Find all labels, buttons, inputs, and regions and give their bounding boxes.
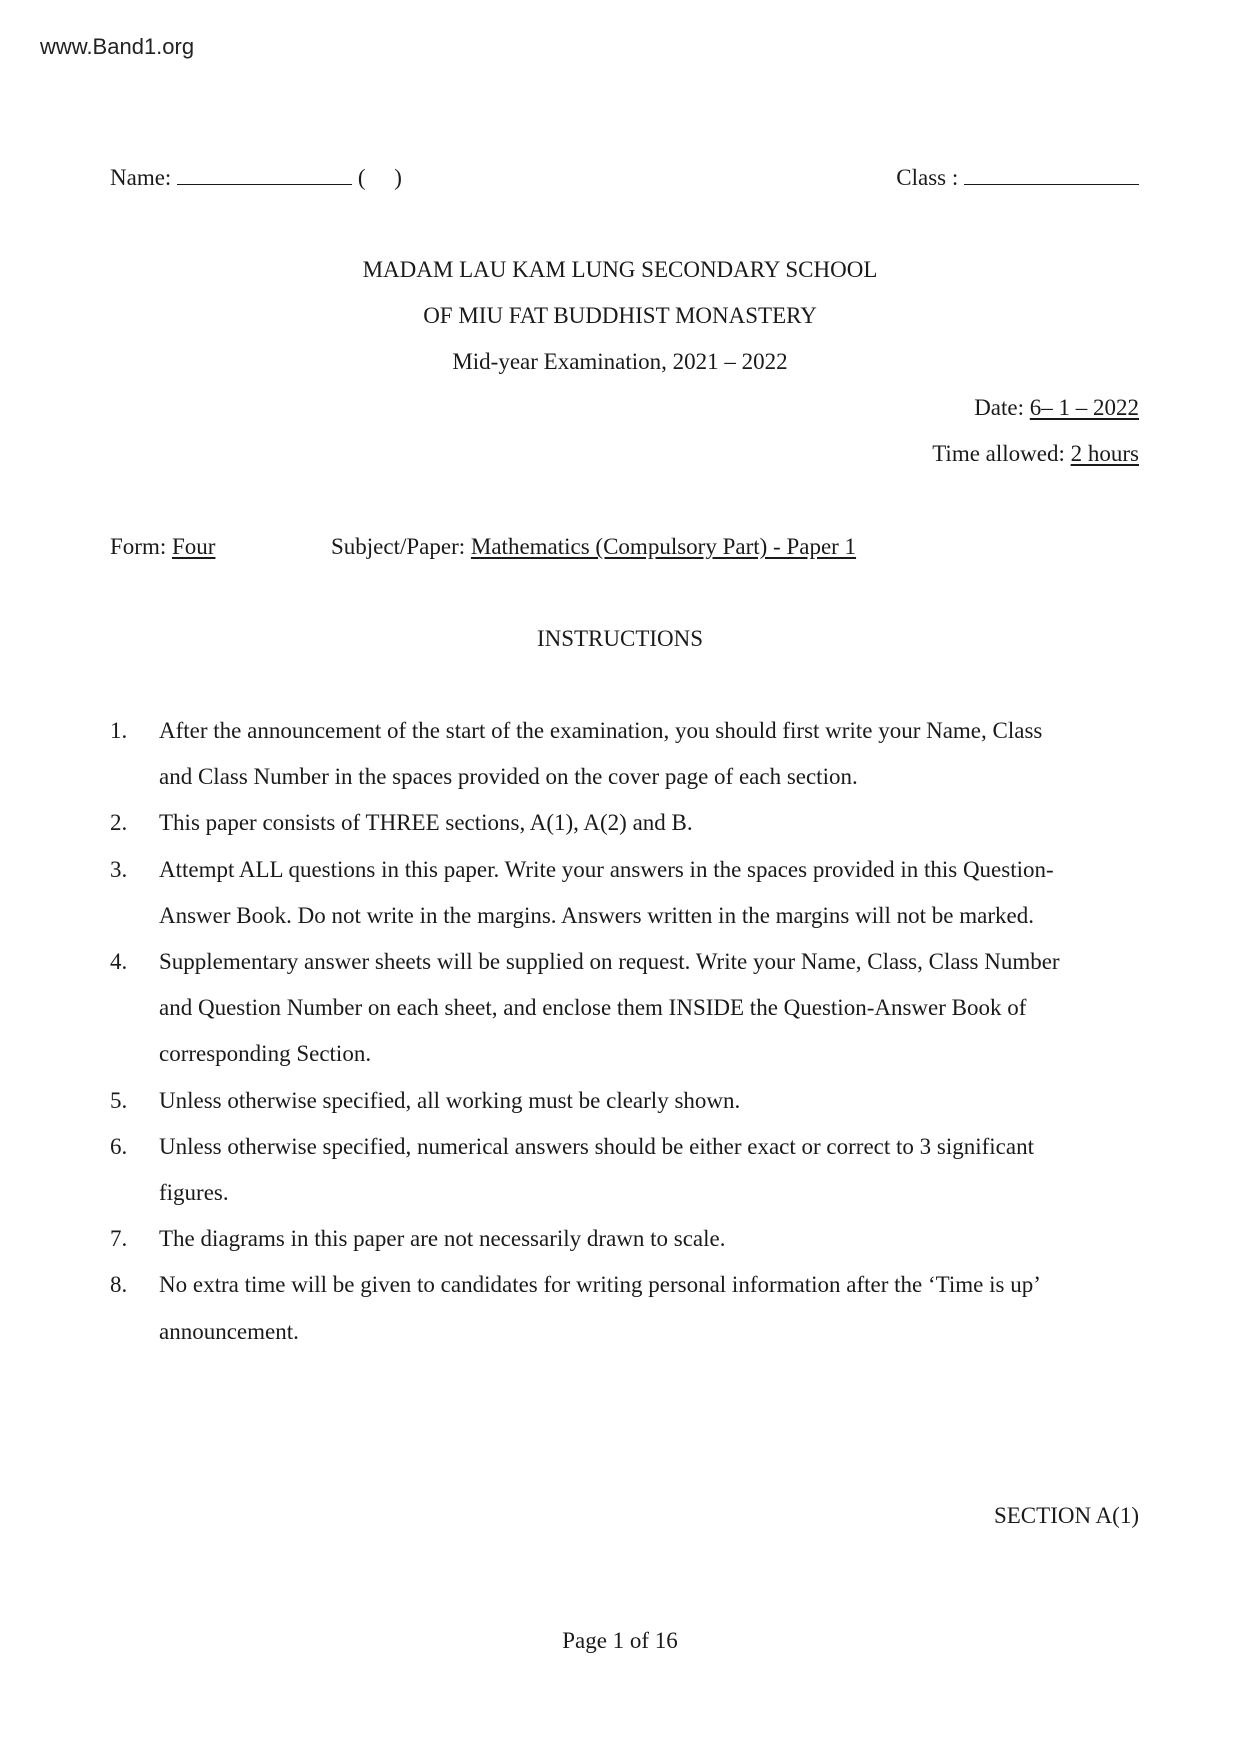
instruction-number: 5. [110,1087,128,1113]
exam-date [974,396,1139,419]
instruction-text: After the announcement of the start of the examination, you should first write your Name, Class [159,718,1043,743]
instruction-text: Unless otherwise specified, numerical answers should be either exact or correct to 3 significant [159,1133,1034,1159]
instruction-number: 3. [110,856,128,882]
instruction-text: Supplementary answer sheets will be supplied on request. Write your Name, Class, Class Number [159,949,1060,974]
instruction-number: 8. [110,1272,128,1298]
subject-info [331,535,856,558]
date-value: 6– 1 – 2022 [1029,395,1139,420]
instruction-number: 2. [110,810,128,836]
class-blank [964,166,1139,185]
section-label: SECTION A(1) [993,1503,1139,1528]
time-allowed [932,442,1139,465]
form-value: Four [171,534,216,559]
instruction-text: The diagrams in this paper are not necessarily drawn to scale. [159,1226,726,1252]
time-value: 2 hours [1070,441,1139,466]
instruction-text: and Question Number on each sheet, and enclose them INSIDE the Question-Answer Book of [159,995,1027,1021]
instruction-number: 7. [110,1226,128,1252]
instruction-number: 1. [110,718,128,743]
name-field [110,166,402,189]
form-label: Form: [110,534,167,559]
instruction-number: 4. [110,949,128,974]
form-info [110,535,215,558]
instruction-text: and Class Number in the spaces provided on the cover page of each section. [159,764,858,790]
instruction-text: Attempt ALL questions in this paper. Write your answers in the spaces provided in this Question- [159,856,1054,882]
school-name-line2: OF MIU FAT BUDDHIST MONASTERY [423,303,817,328]
instruction-text: figures. [159,1180,229,1205]
name-label: Name: [110,165,172,190]
class-label: Class : [896,165,959,190]
watermark: www.Band1.org [40,34,195,59]
page-footer: Page 1 of 16 [562,1628,678,1653]
exam-title: Mid-year Examination, 2021 – 2022 [452,349,788,374]
instructions-title: INSTRUCTIONS [536,626,704,651]
instruction-text: This paper consists of THREE sections, A(1), A(2) and B. [159,810,693,836]
class-field [896,166,1139,189]
subject-label: Subject/Paper: [331,534,466,559]
instruction-number: 6. [110,1133,128,1159]
instruction-text: No extra time will be given to candidates for writing personal information after the ‘Time is up’ [159,1272,1041,1298]
time-label: Time allowed: [932,441,1065,466]
name-blank [177,166,352,185]
subject-value: Mathematics (Compulsory Part) - Paper 1 [470,534,857,559]
class-number-brackets: ( ) [357,165,402,190]
instruction-text: announcement. [159,1318,299,1344]
instruction-text: Answer Book. Do not write in the margins. Answers written in the margins will not be marked. [159,902,1034,928]
date-label: Date: [974,395,1024,420]
instruction-text: corresponding Section. [159,1041,372,1067]
school-name-line1: MADAM LAU KAM LUNG SECONDARY SCHOOL [362,257,878,282]
instruction-text: Unless otherwise specified, all working must be clearly shown. [159,1087,741,1113]
